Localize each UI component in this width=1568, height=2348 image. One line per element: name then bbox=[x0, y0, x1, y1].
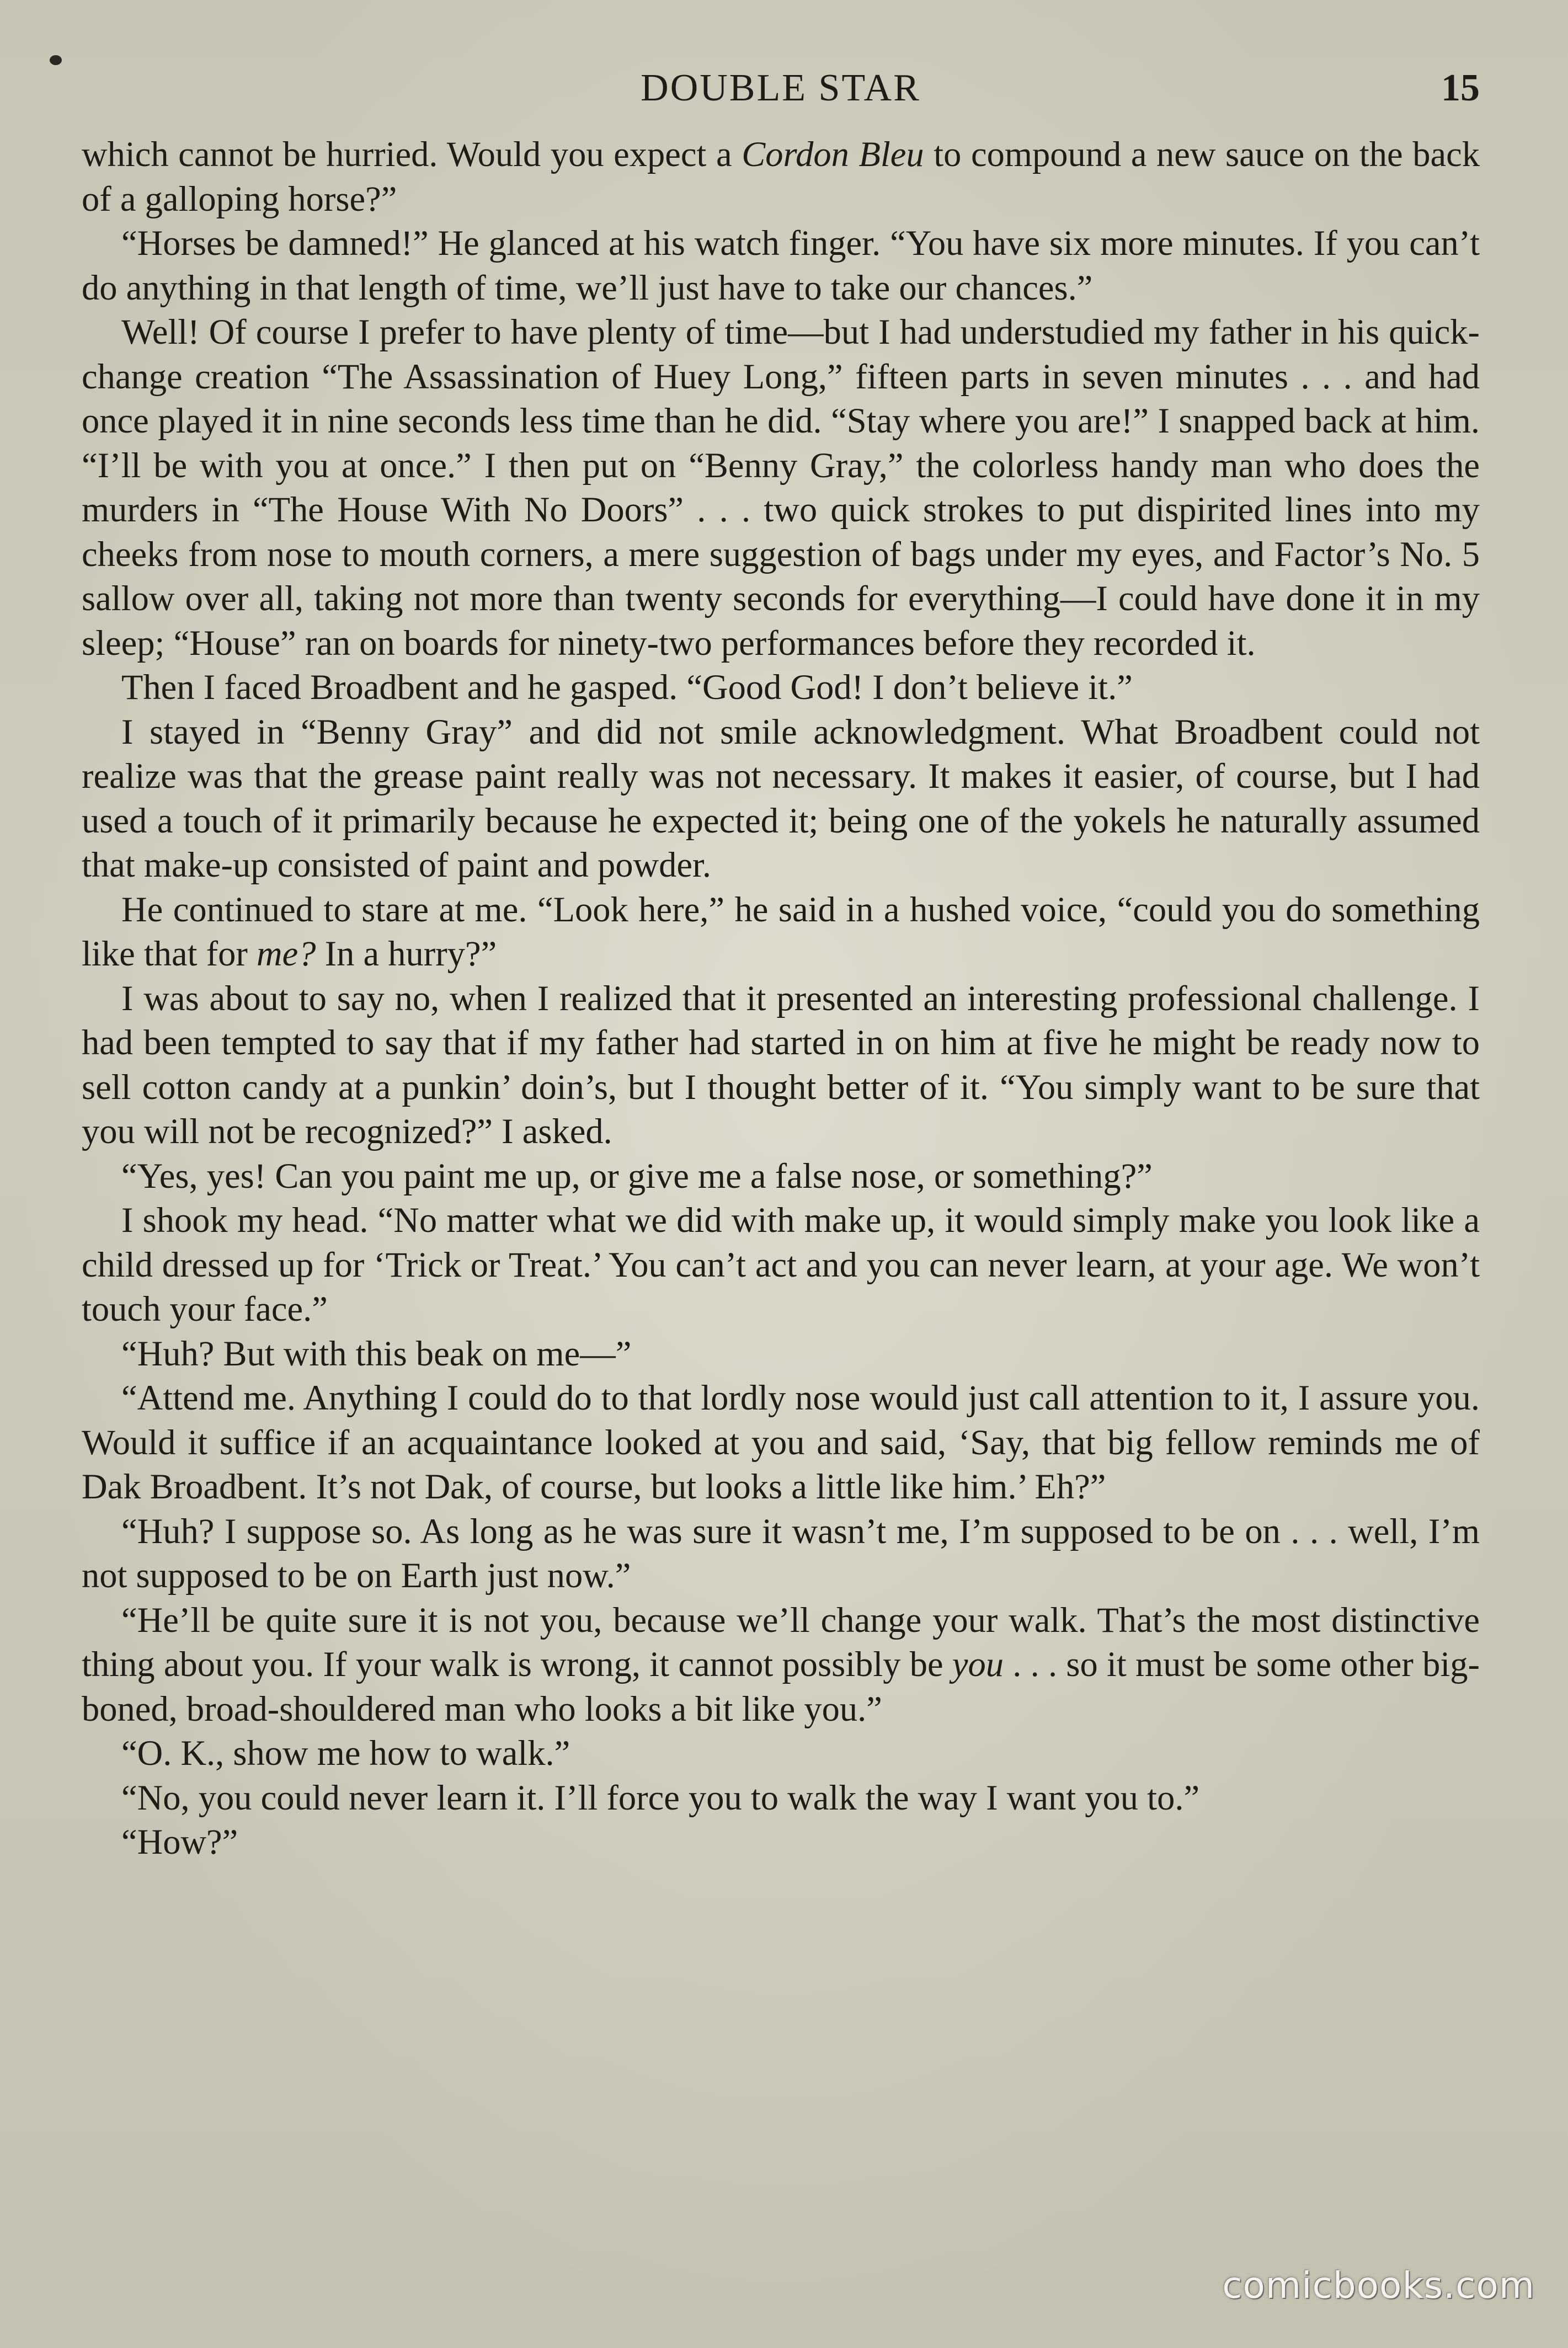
italic-text: Cordon Bleu bbox=[742, 135, 924, 174]
text-segment: He continued to stare at me. “Look here,” he said in a hushed voice, “could you do something like that for bbox=[82, 889, 1480, 973]
text-segment: “He’ll be quite sure it is not you, because we’ll change your walk. That’s the most distinctive thing about you. If your walk is wrong, it cannot possibly be bbox=[82, 1600, 1480, 1684]
text-segment: “O. K., show me how to walk.” bbox=[121, 1733, 570, 1773]
text-segment: “Yes, yes! Can you paint me up, or give me a false nose, or something?” bbox=[121, 1156, 1153, 1196]
paragraph bbox=[82, 1154, 1480, 1199]
paragraph bbox=[82, 1598, 1480, 1732]
text-segment: “Horses be damned!” He glanced at his watch finger. “You have six more minutes. If you can’t do anything in that length of time, we’ll just have to take our chances.” bbox=[82, 223, 1480, 307]
ink-speck bbox=[50, 55, 62, 65]
text-segment: which cannot be hurried. Would you expect a bbox=[82, 135, 742, 174]
page-number: 15 bbox=[1441, 67, 1480, 109]
book-title: DOUBLE STAR bbox=[641, 67, 921, 109]
text-segment: In a hurry?” bbox=[316, 934, 497, 973]
paragraph bbox=[82, 1509, 1480, 1598]
text-segment: “Attend me. Anything I could do to that lordly nose would just call attention to it, I assure you. Would it suffice if an acquaintance looked at you and said, ‘Say, that big fellow reminds me of Dak Broadbent. It’s not Dak, of course, but looks a little like him.’ Eh?” bbox=[82, 1378, 1480, 1506]
watermark: comicbooks.com bbox=[1222, 2264, 1535, 2307]
paragraph bbox=[82, 710, 1480, 888]
running-head bbox=[82, 61, 1480, 121]
paragraph bbox=[82, 1731, 1480, 1776]
text-segment: “How?” bbox=[121, 1822, 238, 1861]
text-segment: to compound a new sauce on the back of a galloping horse?” bbox=[82, 135, 1480, 218]
paragraph bbox=[82, 1776, 1480, 1821]
paragraph bbox=[82, 132, 1480, 221]
text-segment: Then I faced Broadbent and he gasped. “Good God! I don’t believe it.” bbox=[121, 668, 1133, 707]
text-segment: “No, you could never learn it. I’ll force you to walk the way I want you to.” bbox=[121, 1778, 1200, 1817]
paragraph bbox=[82, 1376, 1480, 1509]
paragraph bbox=[82, 1198, 1480, 1332]
paragraph bbox=[82, 976, 1480, 1154]
paragraph bbox=[82, 1820, 1480, 1865]
text-segment: I was about to say no, when I realized that it presented an interesting professional challenge. I had been tempted to say that if my father had started in on him at five he might be ready now to sell cotton candy at a punkin’ doin’s, but I thought better of it. “You simply want to be sure that you will not be recognized?” I asked. bbox=[82, 978, 1480, 1151]
body-text bbox=[82, 132, 1480, 1865]
text-segment: . . . so it must be some other big-boned, broad-shouldered man who looks a bit like you.” bbox=[82, 1645, 1480, 1728]
italic-text: me? bbox=[257, 934, 316, 973]
paragraph bbox=[82, 1332, 1480, 1376]
text-segment: Well! Of course I prefer to have plenty of time—but I had understudied my father in his quick-change creation “The Assassination of Huey Long,” fifteen parts in seven minutes . . . and had once played it in nine seconds less time than he did. “Stay where you are!” I snapped back at him. “I’ll be with you at once.” I then put on “Benny Gray,” the colorless handy man who does the murders in “The House With No Doors” . . . two quick strokes to put dispirited lines into my cheeks from nose to mouth corners, a mere suggestion of bags under my eyes, and Factor’s No. 5 sallow over all, taking not more than twenty seconds for everything—I could have done it in my sleep; “House” ran on boards for ninety-two performances before they recorded it. bbox=[82, 312, 1480, 663]
text-segment: I stayed in “Benny Gray” and did not smile acknowledgment. What Broadbent could not realize was that the grease paint really was not necessary. It makes it easier, of course, but I had used a touch of it primarily because he expected it; being one of the yokels he naturally assumed that make-up consisted of paint and powder. bbox=[82, 712, 1480, 884]
italic-text: you bbox=[952, 1645, 1004, 1684]
paragraph bbox=[82, 221, 1480, 310]
text-segment: “Huh? But with this beak on me—” bbox=[121, 1333, 632, 1373]
text-segment: “Huh? I suppose so. As long as he was sure it wasn’t me, I’m supposed to be on . . . well, I’m not supposed to be on Earth just now.” bbox=[82, 1511, 1480, 1595]
text-segment: I shook my head. “No matter what we did with make up, it would simply make you look like a child dressed up for ‘Trick or Treat.’ You can’t act and you can never learn, at your age. We won’t touch your face.” bbox=[82, 1200, 1480, 1328]
paragraph bbox=[82, 665, 1480, 710]
paragraph bbox=[82, 310, 1480, 665]
paragraph bbox=[82, 888, 1480, 976]
